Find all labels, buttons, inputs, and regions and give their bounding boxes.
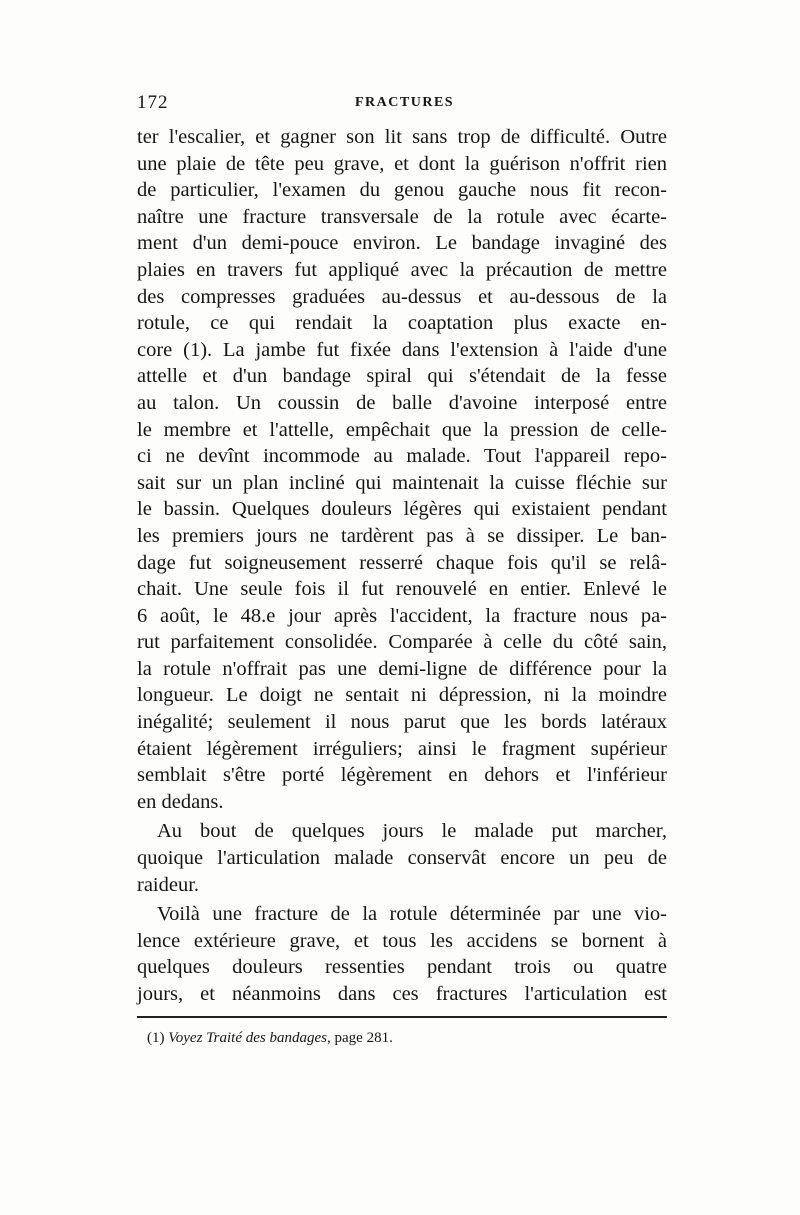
text-line: longueur. Le doigt ne sentait ni dépression, ni la moindre: [137, 684, 667, 707]
running-head: [137, 92, 667, 116]
text-line: semblait s'être porté légèrement en dehors et l'inférieur: [137, 764, 667, 787]
text-line: au talon. Un coussin de balle d'avoine interposé entre: [137, 391, 667, 414]
footnote-title: Voyez Traité des bandages: [168, 1030, 327, 1046]
text-line: rotule, ce qui rendait la coaptation plus exacte en-: [137, 312, 667, 335]
footnote-page-ref: , page 281.: [327, 1030, 393, 1046]
text-line: Voilà une fracture de la rotule déterminée par une vio-: [157, 903, 667, 926]
text-line: ter l'escalier, et gagner son lit sans trop de difficulté. Outre: [137, 126, 667, 148]
text-line: rut parfaitement consolidée. Comparée à celle du côté sain,: [137, 631, 667, 654]
text-line: quoique l'articulation malade conservât encore un peu de: [137, 847, 667, 870]
text-line: attelle et d'un bandage spiral qui s'étendait de la fesse: [137, 365, 667, 388]
text-line: sait sur un plan incliné qui maintenait la cuisse fléchie sur: [137, 471, 667, 494]
body-text: [137, 124, 667, 1008]
text-line: le bassin. Quelques douleurs légères qui existaient pendant: [137, 498, 667, 521]
text-line: core (1). La jambe fut fixée dans l'extension à l'aide d'une: [137, 338, 667, 361]
text-line: chait. Une seule fois il fut renouvelé en entier. Enlevé le: [137, 578, 667, 601]
text-line: des compresses graduées au-dessus et au-dessous de la: [137, 285, 667, 308]
footnote-marker: (1): [147, 1030, 165, 1046]
text-line: ment d'un demi-pouce environ. Le bandage invaginé des: [137, 232, 667, 255]
page-number: 172: [137, 92, 169, 113]
text-line: étaient légèrement irréguliers; ainsi le fragment supérieur: [137, 737, 667, 760]
text-line: naître une fracture transversale de la rotule avec écarte-: [137, 205, 667, 228]
text-line: les premiers jours ne tardèrent pas à se dissiper. Le ban-: [137, 524, 667, 547]
text-line: ci ne devînt incommode au malade. Tout l'appareil repo-: [137, 445, 667, 468]
text-line: quelques douleurs ressenties pendant trois ou quatre: [137, 956, 667, 979]
text-line: 6 août, le 48.e jour après l'accident, la fracture nous pa-: [137, 604, 667, 627]
running-title: FRACTURES: [355, 95, 455, 110]
text-line: lence extérieure grave, et tous les accidens se bornent à: [137, 929, 667, 952]
footnote-rule: [137, 1016, 667, 1018]
text-line: en dedans.: [137, 790, 224, 813]
text-line: jours, et néanmoins dans ces fractures l'articulation est: [137, 983, 667, 1005]
text-line: une plaie de tête peu grave, et dont la guérison n'offrit rien: [137, 152, 667, 175]
text-line: inégalité; seulement il nous parut que les bords latéraux: [137, 711, 667, 734]
footnote: [147, 1030, 393, 1047]
text-line: la rotule n'offrait pas une demi-ligne de différence pour la: [137, 657, 667, 680]
text-line: plaies en travers fut appliqué avec la précaution de mettre: [137, 258, 667, 281]
text-line: raideur.: [137, 873, 200, 896]
text-line: le membre et l'attelle, empêchait que la pression de celle-: [137, 418, 667, 441]
text-line: Au bout de quelques jours le malade put marcher,: [157, 820, 667, 843]
text-line: de particulier, l'examen du genou gauche nous fit recon-: [137, 179, 667, 202]
text-line: dage fut soigneusement resserré chaque fois qu'il se relâ-: [137, 551, 667, 574]
